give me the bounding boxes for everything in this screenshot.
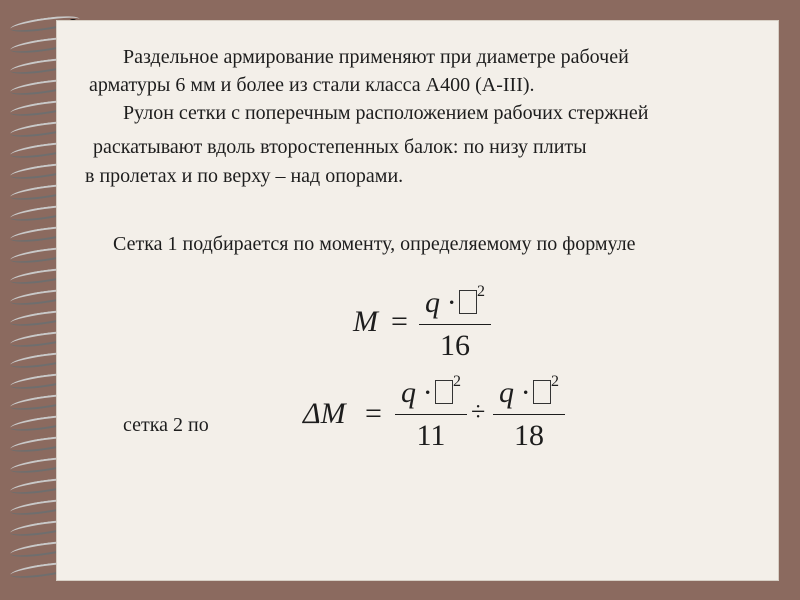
paragraph1-line2: арматуры 6 мм и более из стали класса А400 (А-III). xyxy=(89,74,535,96)
paragraph1-line1: Раздельное армирование применяют при диаметре рабочей xyxy=(123,46,629,68)
missing-glyph-icon xyxy=(533,380,551,404)
formula2-fraction-a xyxy=(395,373,467,453)
formula2-numerator-a: q · xyxy=(401,376,431,409)
formula2-fraction-b xyxy=(493,373,565,453)
paragraph2-line1: Рулон сетки с поперечным расположением рабочих стержней xyxy=(123,102,649,124)
paragraph4: сетка 2 по xyxy=(123,414,209,436)
formula1-fraction xyxy=(419,283,491,363)
missing-glyph-icon xyxy=(459,290,477,314)
formula2-lhs: ΔM xyxy=(303,397,346,430)
formula2-exponent-a: 2 xyxy=(453,373,461,390)
formula2-numerator-b: q · xyxy=(499,376,529,409)
formula2-denominator-a: 11 xyxy=(416,419,446,452)
formula2-equals: = xyxy=(365,397,382,430)
formula1-denominator: 16 xyxy=(440,329,470,362)
formula1-equals: = xyxy=(391,305,408,338)
formula-moment xyxy=(353,283,513,363)
formula-delta-moment xyxy=(303,373,573,453)
formula2-exponent-b: 2 xyxy=(551,373,559,390)
formula2-operator: ÷ xyxy=(471,397,486,426)
paragraph2-line3: в пролетах и по верху – над опорами. xyxy=(85,165,404,187)
notebook-page xyxy=(56,20,779,581)
missing-glyph-icon xyxy=(435,380,453,404)
paragraph3: Сетка 1 подбирается по моменту, определяемому по формуле xyxy=(113,233,636,255)
formula2-denominator-b: 18 xyxy=(514,419,544,452)
paragraph2-line2: раскатывают вдоль второстепенных балок: по низу плиты xyxy=(93,136,587,158)
formula1-exponent: 2 xyxy=(477,283,485,300)
formula1-lhs: M xyxy=(353,305,378,338)
formula1-numerator: q · xyxy=(425,286,455,319)
